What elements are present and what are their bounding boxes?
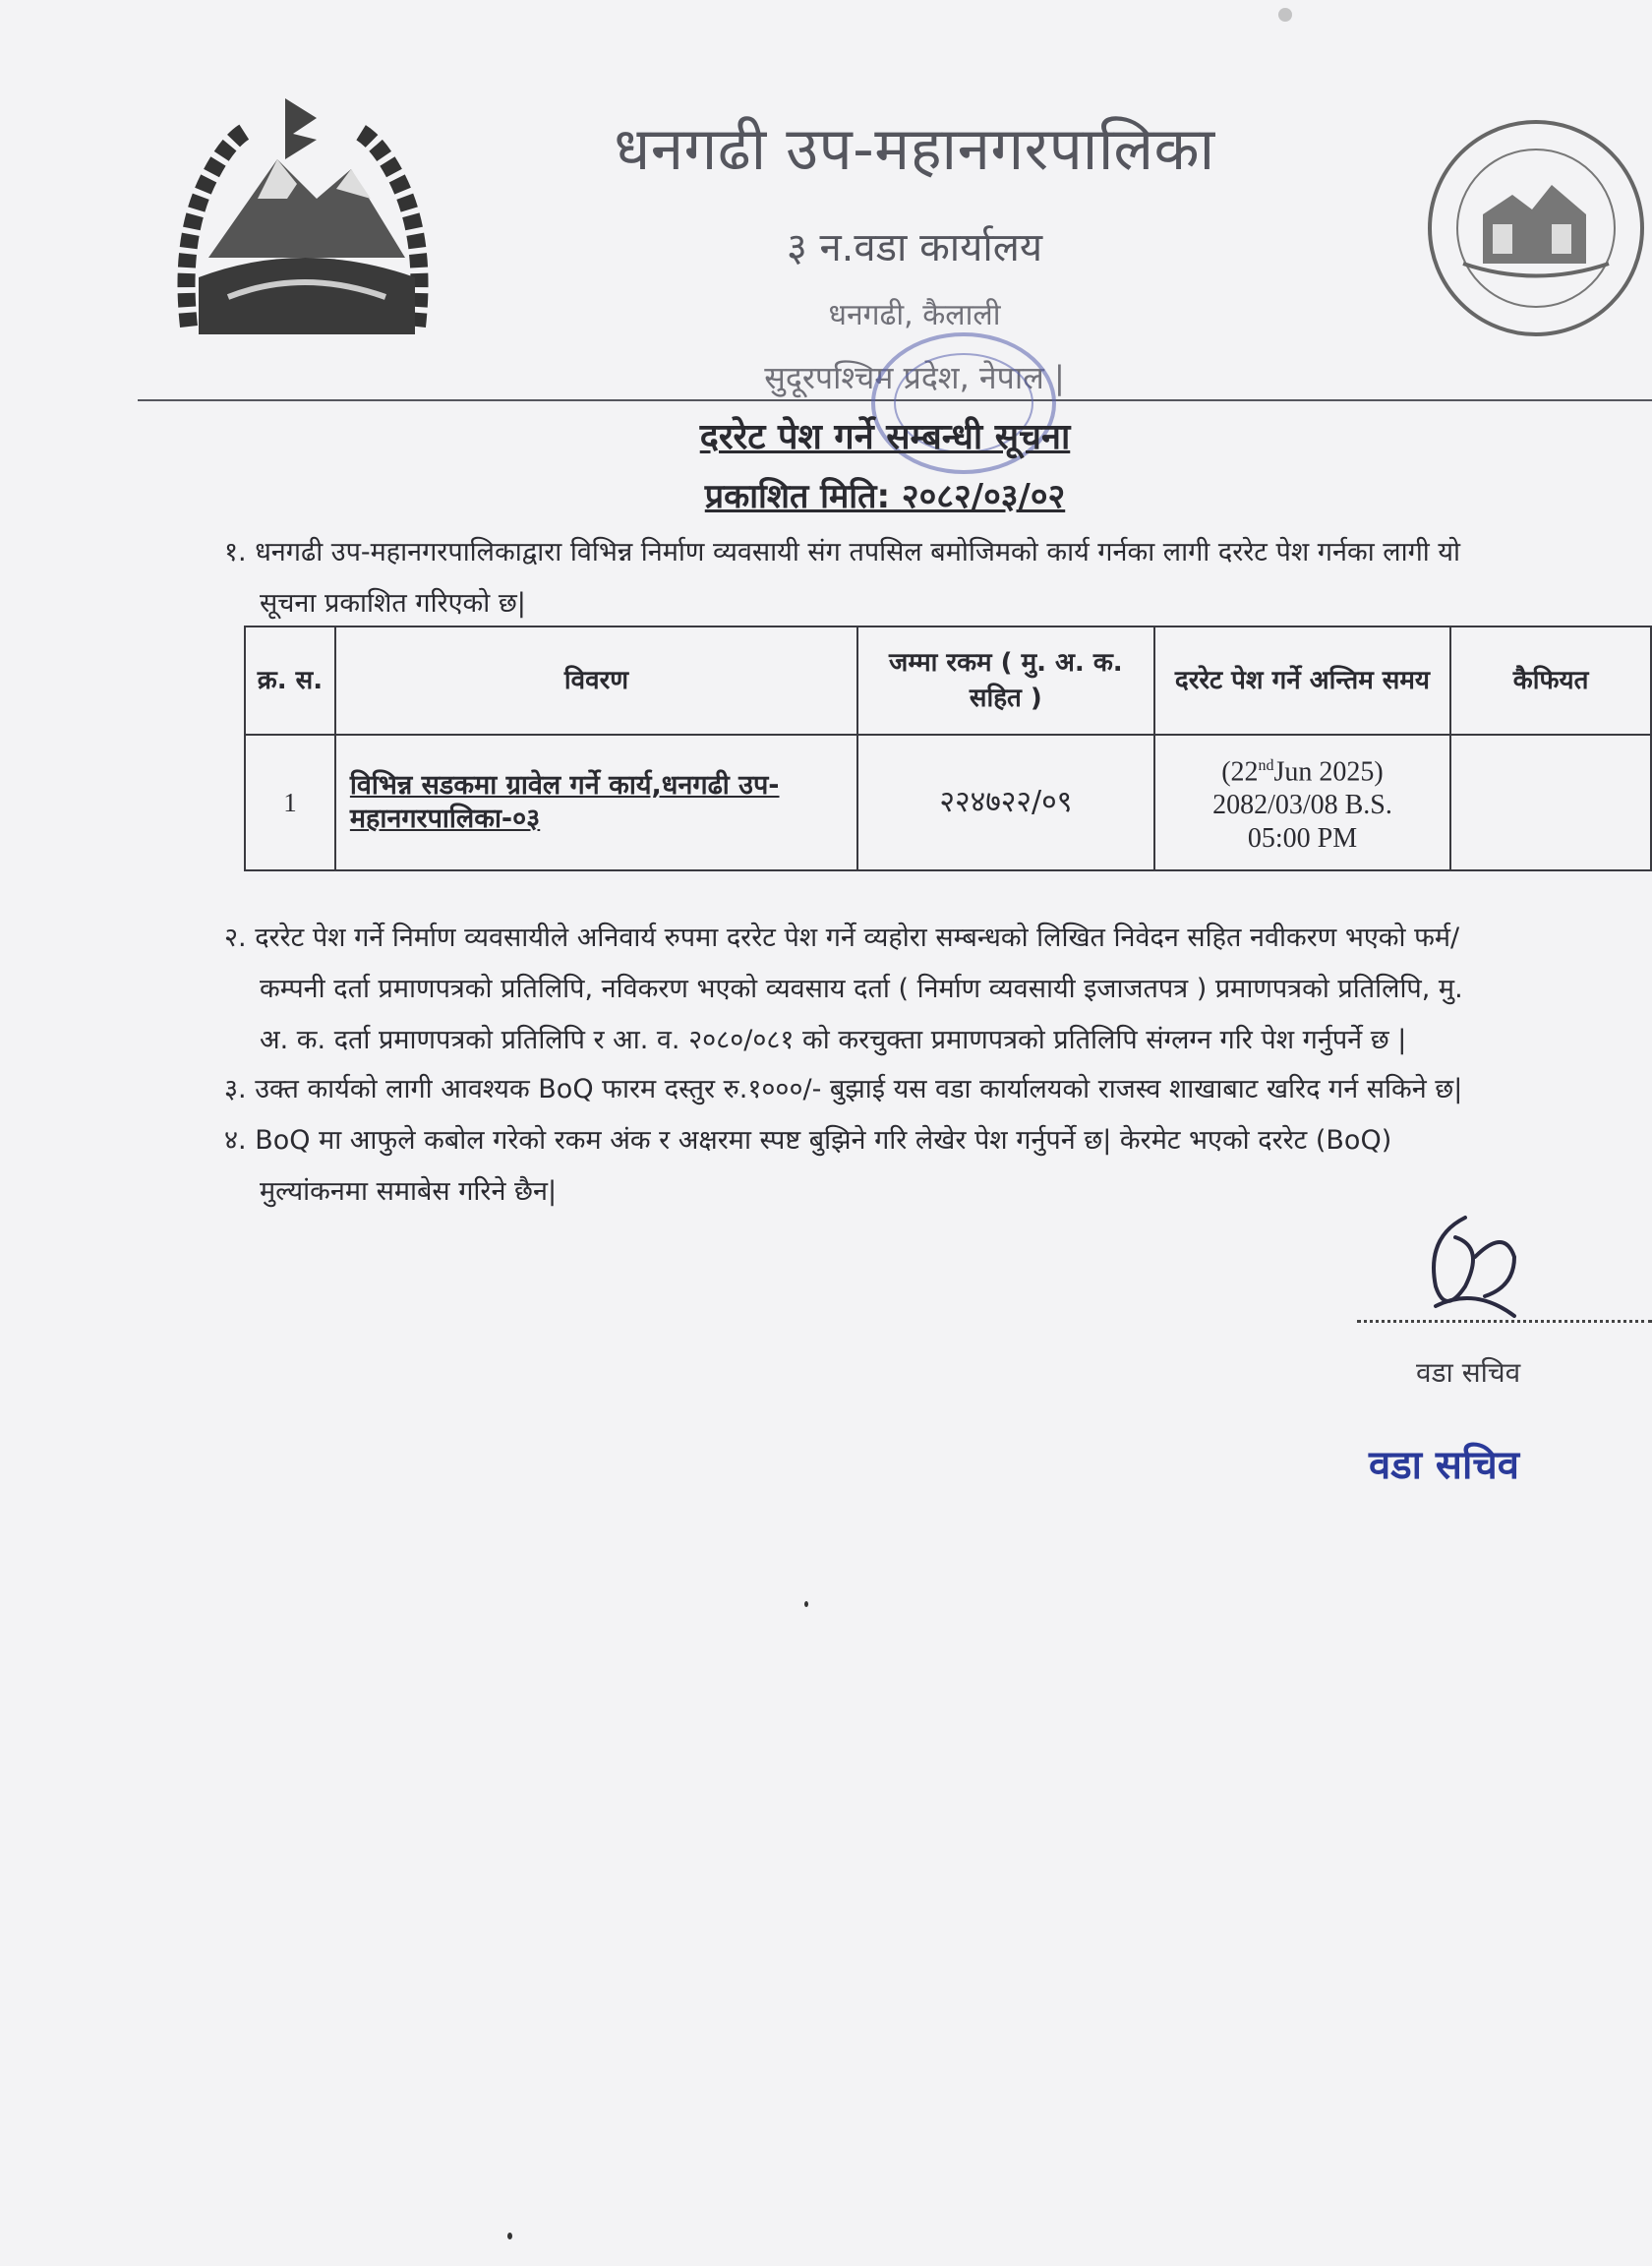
signatory-title: वडा सचिव bbox=[1416, 1356, 1521, 1389]
cell-sn: 1 bbox=[245, 735, 335, 870]
publication-date: प्रकाशित मिति: २०८२/०३/०२ bbox=[704, 477, 1066, 516]
scan-speck bbox=[804, 1601, 808, 1607]
notice-title: दररेट पेश गर्ने सम्बन्धी सूचना bbox=[699, 417, 1071, 457]
deadline-ad bbox=[1163, 749, 1443, 789]
paragraph-3-line-1: ३. उक्त कार्यको लागी आवश्यक BoQ फारम दस्तुर रु.१०००/- बुझाई यस वडा कार्यालयको राजस्व शाखाबाट खरिद गर्न सकिने छ| bbox=[224, 1074, 1463, 1104]
signatory-stamp: वडा सचिव bbox=[1369, 1443, 1519, 1488]
paragraph-2-line-1: २. दररेट पेश गर्ने निर्माण व्यवसायीले अनिवार्य रुपमा दररेट पेश गर्ने व्यहोरा सम्बन्धको लिखित निवेदन सहित नवीकरण भएको फर्म/ bbox=[224, 923, 1460, 953]
cell-amount: २२४७२२/०९ bbox=[857, 735, 1154, 870]
table-row bbox=[245, 735, 1651, 870]
paragraph-2-line-3: अ. क. दर्ता प्रमाणपत्रको प्रतिलिपि र आ. व. २०८०/०८१ को करचुक्ता प्रमाणपत्रको प्रतिलिपि संग्लग्न गरि पेश गर्नुपर्ने छ | bbox=[260, 1025, 1407, 1055]
deadline-day: (22 bbox=[1221, 756, 1259, 788]
signature-icon bbox=[1396, 1198, 1544, 1336]
paragraph-4-line-1: ४. BoQ मा आफुले कबोल गरेको रकम अंक र अक्षरमा स्पष्ट बुझिने गरि लेखेर पेश गर्नुपर्ने छ| केरमेट भएको दररेट (BoQ) bbox=[224, 1125, 1392, 1156]
paragraph-2-line-2: कम्पनी दर्ता प्रमाणपत्रको प्रतिलिपि, नविकरण भएको व्यवसाय दर्ता ( निर्माण व्यवसायी इजाजतपत्र ) प्रमाणपत्रको प्रतिलिपि, मु. bbox=[260, 974, 1463, 1004]
city-district: धनगढी, कैलाली bbox=[828, 298, 1001, 332]
paragraph-1-line-2: सूचना प्रकाशित गरिएको छ| bbox=[260, 588, 526, 619]
cell-remarks bbox=[1450, 735, 1651, 870]
paragraph-4-line-2: मुल्यांकनमा समाबेस गरिने छैन| bbox=[260, 1176, 558, 1207]
header-remarks: कैफियत bbox=[1450, 626, 1651, 735]
signature-line bbox=[1357, 1320, 1652, 1323]
cell-description: विभिन्न सडकमा ग्रावेल गर्ने कार्य,धनगढी उप-महानगरपालिका-०३ bbox=[335, 735, 857, 870]
nepal-emblem-icon bbox=[169, 90, 437, 334]
paragraph-1 bbox=[224, 527, 1640, 629]
scan-speck bbox=[507, 2233, 512, 2239]
deadline-month: Jun 2025) bbox=[1273, 756, 1384, 788]
municipality-title: धनगढी उप-महानगरपालिका bbox=[614, 115, 1215, 184]
cell-deadline bbox=[1154, 735, 1451, 870]
paragraph-1-line-1: १. धनगढी उप-महानगरपालिकाद्वारा विभिन्न निर्माण व्यवसायी संग तपसिल बमोजिमको कार्य गर्नका लागी दररेट पेश गर्नका लागी यो bbox=[224, 537, 1461, 567]
scan-speck bbox=[1278, 8, 1292, 22]
tender-table bbox=[244, 626, 1652, 871]
header-description: विवरण bbox=[335, 626, 857, 735]
header-deadline: दररेट पेश गर्ने अन्तिम समय bbox=[1154, 626, 1451, 735]
paragraph-2 bbox=[224, 913, 1650, 1066]
municipality-seal-icon bbox=[1424, 116, 1648, 340]
deadline-ordinal: nd bbox=[1258, 756, 1274, 774]
deadline-time: 05:00 PM bbox=[1247, 823, 1358, 855]
deadline-bs: 2082/03/08 B.S. bbox=[1212, 790, 1392, 821]
header-amount: जम्मा रकम ( मु. अ. क. सहित ) bbox=[857, 626, 1154, 735]
paragraph-3 bbox=[224, 1064, 1650, 1115]
header-sn: क्र. स. bbox=[245, 626, 335, 735]
ward-office-title: ३ न.वडा कार्यालय bbox=[786, 225, 1043, 270]
table-header-row bbox=[245, 626, 1651, 735]
province-country: सुदूरपश्चिम प्रदेश, नेपाल | bbox=[764, 359, 1065, 396]
